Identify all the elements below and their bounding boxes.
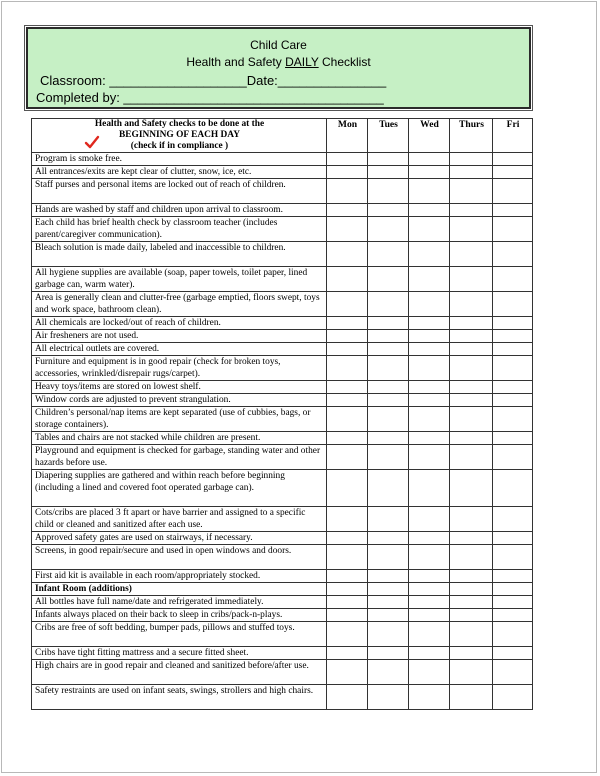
check-cell-wed[interactable]	[409, 609, 450, 622]
completed-by-line: Completed by: ____________________________________	[36, 90, 384, 105]
check-cell-wed[interactable]	[409, 267, 450, 292]
check-cell-fri[interactable]	[493, 432, 533, 445]
check-item: All chemicals are locked/out of reach of children.	[32, 317, 327, 330]
table-row	[32, 381, 533, 394]
check-cell-wed[interactable]	[409, 596, 450, 609]
check-cell-wed[interactable]	[409, 343, 450, 356]
table-row	[32, 267, 533, 292]
check-cell-mon[interactable]	[327, 394, 368, 407]
check-cell-fri[interactable]	[493, 267, 533, 292]
check-cell-mon[interactable]	[327, 317, 368, 330]
check-cell-wed[interactable]	[409, 507, 450, 532]
check-cell-wed[interactable]	[409, 570, 450, 583]
check-cell-mon[interactable]	[327, 217, 368, 242]
check-cell-fri[interactable]	[493, 217, 533, 242]
check-cell-tues[interactable]	[368, 647, 409, 660]
check-cell-fri[interactable]	[493, 343, 533, 356]
check-cell-tues[interactable]	[368, 545, 409, 570]
day-header-fri: Fri	[493, 119, 533, 153]
check-cell-fri[interactable]	[493, 583, 533, 596]
check-cell-tues[interactable]	[368, 317, 409, 330]
check-cell-thurs[interactable]	[450, 507, 493, 532]
table-row	[32, 445, 533, 470]
check-cell-fri[interactable]	[493, 381, 533, 394]
check-cell-thurs[interactable]	[450, 204, 493, 217]
check-item: Tables and chairs are not stacked while children are present.	[32, 432, 327, 445]
check-cell-mon[interactable]	[327, 330, 368, 343]
check-cell-fri[interactable]	[493, 204, 533, 217]
check-cell-tues[interactable]	[368, 394, 409, 407]
check-item: Air fresheners are not used.	[32, 330, 327, 343]
check-cell-wed[interactable]	[409, 217, 450, 242]
check-cell-mon[interactable]	[327, 622, 368, 647]
check-cell-tues[interactable]	[368, 407, 409, 432]
table-row	[32, 583, 533, 596]
check-cell-mon[interactable]	[327, 596, 368, 609]
check-cell-wed[interactable]	[409, 622, 450, 647]
check-item: Infants always placed on their back to sleep in cribs/pack-n-plays.	[32, 609, 327, 622]
header-box	[26, 27, 531, 109]
check-cell-fri[interactable]	[493, 445, 533, 470]
check-cell-fri[interactable]	[493, 153, 533, 166]
check-cell-thurs[interactable]	[450, 394, 493, 407]
check-cell-fri[interactable]	[493, 470, 533, 507]
check-cell-tues[interactable]	[368, 356, 409, 381]
check-cell-tues[interactable]	[368, 267, 409, 292]
check-item: Area is generally clean and clutter-free (garbage emptied, floors swept, toys and work space, bathroom clean).	[32, 292, 327, 317]
table-row	[32, 432, 533, 445]
check-cell-mon[interactable]	[327, 583, 368, 596]
check-cell-fri[interactable]	[493, 407, 533, 432]
check-cell-wed[interactable]	[409, 583, 450, 596]
check-cell-thurs[interactable]	[450, 545, 493, 570]
check-cell-wed[interactable]	[409, 407, 450, 432]
check-cell-fri[interactable]	[493, 622, 533, 647]
table-row	[32, 609, 533, 622]
header-line-3: (check if in compliance )	[130, 141, 229, 151]
check-cell-thurs[interactable]	[450, 242, 493, 267]
check-cell-mon[interactable]	[327, 545, 368, 570]
check-cell-mon[interactable]	[327, 685, 368, 710]
check-cell-fri[interactable]	[493, 179, 533, 204]
check-cell-mon[interactable]	[327, 445, 368, 470]
subtitle-pre: Health and Safety	[186, 55, 286, 69]
table-row	[32, 356, 533, 381]
check-item: High chairs are in good repair and cleaned and sanitized before/after use.	[32, 660, 327, 685]
check-cell-fri[interactable]	[493, 242, 533, 267]
check-cell-tues[interactable]	[368, 532, 409, 545]
check-cell-thurs[interactable]	[450, 267, 493, 292]
check-cell-thurs[interactable]	[450, 407, 493, 432]
check-cell-tues[interactable]	[368, 609, 409, 622]
check-item: Program is smoke free.	[32, 153, 327, 166]
check-cell-thurs[interactable]	[450, 570, 493, 583]
check-item: Cribs are free of soft bedding, bumper pads, pillows and stuffed toys.	[32, 622, 327, 647]
check-cell-tues[interactable]	[368, 507, 409, 532]
check-item: Playground and equipment is checked for garbage, standing water and other hazards before use.	[32, 445, 327, 470]
check-cell-tues[interactable]	[368, 204, 409, 217]
check-cell-thurs[interactable]	[450, 381, 493, 394]
check-cell-thurs[interactable]	[450, 596, 493, 609]
check-cell-fri[interactable]	[493, 356, 533, 381]
check-cell-fri[interactable]	[493, 330, 533, 343]
check-cell-thurs[interactable]	[450, 317, 493, 330]
check-cell-mon[interactable]	[327, 204, 368, 217]
check-cell-fri[interactable]	[493, 532, 533, 545]
document-title: Child Care	[250, 38, 307, 52]
check-cell-thurs[interactable]	[450, 583, 493, 596]
check-cell-wed[interactable]	[409, 532, 450, 545]
day-header-wed: Wed	[409, 119, 450, 153]
check-cell-mon[interactable]	[327, 507, 368, 532]
check-cell-tues[interactable]	[368, 330, 409, 343]
check-cell-mon[interactable]	[327, 470, 368, 507]
check-item: Cribs have tight fitting mattress and a secure fitted sheet.	[32, 647, 327, 660]
table-row	[32, 407, 533, 432]
check-item: Furniture and equipment is in good repair (check for broken toys, accessories, wrinkled/disrepair rugs/carpet).	[32, 356, 327, 381]
check-cell-fri[interactable]	[493, 609, 533, 622]
check-item: Cots/cribs are placed 3 ft apart or have barrier and assigned to a specific child or cleaned and sanitized after each use.	[32, 507, 327, 532]
check-item: All electrical outlets are covered.	[32, 343, 327, 356]
table-row	[32, 622, 533, 647]
check-cell-thurs[interactable]	[450, 532, 493, 545]
check-cell-tues[interactable]	[368, 217, 409, 242]
check-cell-fri[interactable]	[493, 394, 533, 407]
day-header-mon: Mon	[327, 119, 368, 153]
check-cell-mon[interactable]	[327, 660, 368, 685]
table-row	[32, 217, 533, 242]
check-cell-mon[interactable]	[327, 343, 368, 356]
check-cell-fri[interactable]	[493, 685, 533, 710]
check-cell-wed[interactable]	[409, 470, 450, 507]
check-cell-fri[interactable]	[493, 545, 533, 570]
check-cell-mon[interactable]	[327, 647, 368, 660]
check-cell-tues[interactable]	[368, 179, 409, 204]
check-item: Heavy toys/items are stored on lowest shelf.	[32, 381, 327, 394]
check-cell-fri[interactable]	[493, 660, 533, 685]
table-header-row	[32, 119, 533, 153]
check-cell-mon[interactable]	[327, 532, 368, 545]
check-cell-fri[interactable]	[493, 647, 533, 660]
check-cell-mon[interactable]	[327, 267, 368, 292]
check-cell-wed[interactable]	[409, 394, 450, 407]
check-cell-thurs[interactable]	[450, 609, 493, 622]
check-cell-wed[interactable]	[409, 166, 450, 179]
check-cell-mon[interactable]	[327, 242, 368, 267]
check-cell-tues[interactable]	[368, 166, 409, 179]
checkmark-icon	[84, 135, 100, 149]
check-cell-mon[interactable]	[327, 292, 368, 317]
check-item: Each child has brief health check by classroom teacher (includes parent/caregiver communication).	[32, 217, 327, 242]
check-cell-thurs[interactable]	[450, 432, 493, 445]
check-cell-wed[interactable]	[409, 317, 450, 330]
check-cell-wed[interactable]	[409, 242, 450, 267]
table-row	[32, 647, 533, 660]
check-cell-fri[interactable]	[493, 596, 533, 609]
check-cell-thurs[interactable]	[450, 330, 493, 343]
check-cell-fri[interactable]	[493, 317, 533, 330]
subtitle-daily: DAILY	[285, 55, 319, 69]
check-cell-wed[interactable]	[409, 685, 450, 710]
table-row	[32, 470, 533, 507]
check-cell-tues[interactable]	[368, 570, 409, 583]
check-cell-wed[interactable]	[409, 660, 450, 685]
check-cell-thurs[interactable]	[450, 153, 493, 166]
check-cell-wed[interactable]	[409, 445, 450, 470]
table-row	[32, 317, 533, 330]
check-item: Window cords are adjusted to prevent strangulation.	[32, 394, 327, 407]
classroom-date-line: Classroom: ___________________Date:_______________	[40, 73, 387, 88]
check-cell-tues[interactable]	[368, 381, 409, 394]
check-cell-thurs[interactable]	[450, 292, 493, 317]
table-row	[32, 570, 533, 583]
check-cell-fri[interactable]	[493, 292, 533, 317]
checks-column-header	[32, 119, 327, 153]
check-cell-thurs[interactable]	[450, 166, 493, 179]
check-cell-mon[interactable]	[327, 153, 368, 166]
check-cell-mon[interactable]	[327, 381, 368, 394]
check-cell-thurs[interactable]	[450, 685, 493, 710]
check-cell-mon[interactable]	[327, 432, 368, 445]
check-cell-thurs[interactable]	[450, 445, 493, 470]
check-cell-mon[interactable]	[327, 609, 368, 622]
check-cell-wed[interactable]	[409, 545, 450, 570]
check-cell-wed[interactable]	[409, 356, 450, 381]
check-cell-tues[interactable]	[368, 660, 409, 685]
check-cell-tues[interactable]	[368, 596, 409, 609]
check-cell-tues[interactable]	[368, 343, 409, 356]
subtitle-post: Checklist	[318, 55, 371, 69]
check-cell-thurs[interactable]	[450, 470, 493, 507]
check-cell-thurs[interactable]	[450, 622, 493, 647]
check-item: All hygiene supplies are available (soap, paper towels, toilet paper, lined garbage can, warm water).	[32, 267, 327, 292]
check-cell-thurs[interactable]	[450, 647, 493, 660]
table-row	[32, 153, 533, 166]
check-item: Children’s personal/nap items are kept separated (use of cubbies, bags, or storage containers).	[32, 407, 327, 432]
check-cell-tues[interactable]	[368, 153, 409, 166]
check-cell-mon[interactable]	[327, 407, 368, 432]
check-cell-tues[interactable]	[368, 685, 409, 710]
check-cell-wed[interactable]	[409, 179, 450, 204]
check-cell-wed[interactable]	[409, 381, 450, 394]
table-row	[32, 330, 533, 343]
check-item: First aid kit is available in each room/appropriately stocked.	[32, 570, 327, 583]
check-item: Staff purses and personal items are locked out of reach of children.	[32, 179, 327, 204]
check-item: Screens, in good repair/secure and used in open windows and doors.	[32, 545, 327, 570]
check-cell-fri[interactable]	[493, 507, 533, 532]
check-cell-wed[interactable]	[409, 330, 450, 343]
check-cell-mon[interactable]	[327, 570, 368, 583]
check-cell-tues[interactable]	[368, 292, 409, 317]
check-item: Safety restraints are used on infant seats, swings, strollers and high chairs.	[32, 685, 327, 710]
checklist-table	[31, 118, 533, 710]
check-item: Bleach solution is made daily, labeled and inaccessible to children.	[32, 242, 327, 267]
check-cell-tues[interactable]	[368, 622, 409, 647]
table-row	[32, 545, 533, 570]
table-row	[32, 596, 533, 609]
check-cell-thurs[interactable]	[450, 660, 493, 685]
check-cell-wed[interactable]	[409, 647, 450, 660]
check-cell-thurs[interactable]	[450, 343, 493, 356]
table-row	[32, 242, 533, 267]
check-cell-mon[interactable]	[327, 356, 368, 381]
check-item: All entrances/exits are kept clear of clutter, snow, ice, etc.	[32, 166, 327, 179]
check-item: Hands are washed by staff and children upon arrival to classroom.	[32, 204, 327, 217]
check-item: Diapering supplies are gathered and within reach before beginning (including a lined and covered foot operated garbage can).	[32, 470, 327, 507]
table-row	[32, 179, 533, 204]
check-cell-thurs[interactable]	[450, 217, 493, 242]
check-cell-tues[interactable]	[368, 432, 409, 445]
table-row	[32, 507, 533, 532]
table-row	[32, 204, 533, 217]
check-cell-tues[interactable]	[368, 583, 409, 596]
check-cell-mon[interactable]	[327, 166, 368, 179]
check-cell-fri[interactable]	[493, 570, 533, 583]
header-line-2: BEGINNING OF EACH DAY	[119, 130, 240, 140]
check-item: Approved safety gates are used on stairways, if necessary.	[32, 532, 327, 545]
check-cell-tues[interactable]	[368, 470, 409, 507]
check-item: All bottles have full name/date and refrigerated immediately.	[32, 596, 327, 609]
check-cell-wed[interactable]	[409, 432, 450, 445]
check-cell-wed[interactable]	[409, 204, 450, 217]
check-cell-mon[interactable]	[327, 179, 368, 204]
check-cell-tues[interactable]	[368, 242, 409, 267]
table-row	[32, 343, 533, 356]
header-line-1: Health and Safety checks to be done at the	[94, 119, 265, 129]
check-cell-thurs[interactable]	[450, 356, 493, 381]
table-row	[32, 660, 533, 685]
check-cell-tues[interactable]	[368, 445, 409, 470]
table-row	[32, 394, 533, 407]
section-label: Infant Room (additions)	[32, 583, 327, 596]
check-cell-fri[interactable]	[493, 166, 533, 179]
table-row	[32, 532, 533, 545]
day-header-tues: Tues	[368, 119, 409, 153]
check-cell-thurs[interactable]	[450, 179, 493, 204]
table-row	[32, 166, 533, 179]
table-row	[32, 292, 533, 317]
day-header-thurs: Thurs	[450, 119, 493, 153]
check-cell-wed[interactable]	[409, 292, 450, 317]
check-cell-wed[interactable]	[409, 153, 450, 166]
document-subtitle	[28, 55, 529, 69]
table-row	[32, 685, 533, 710]
